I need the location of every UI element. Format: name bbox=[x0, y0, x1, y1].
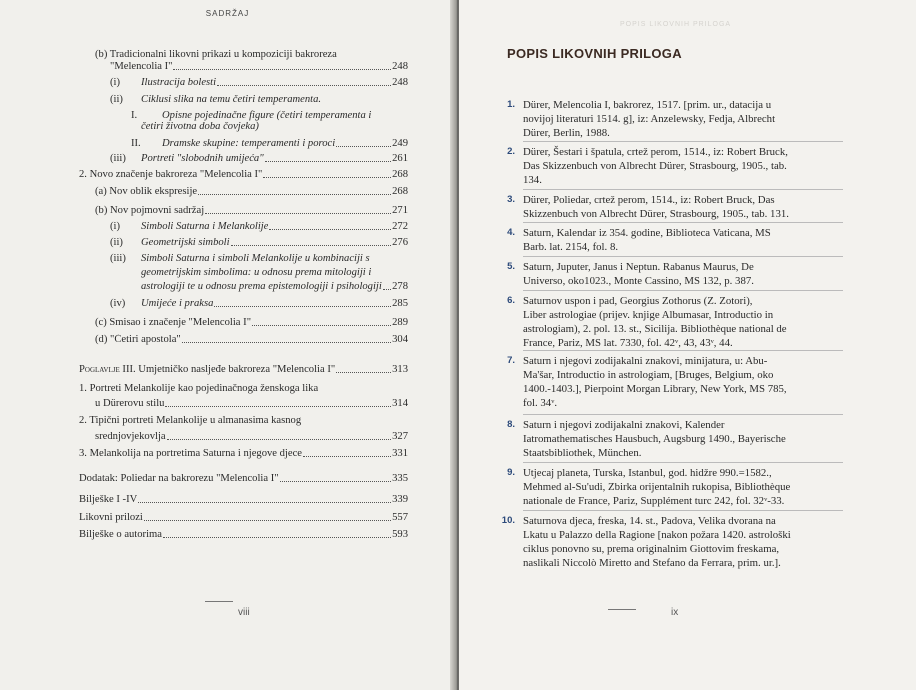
toc-entry bbox=[79, 512, 408, 524]
toc-page-number: 557 bbox=[392, 512, 408, 523]
toc-page-number: 339 bbox=[392, 494, 408, 505]
leader-dots bbox=[163, 537, 391, 538]
caption-line: nationale de France, Pariz, Supplément turc 242, fol. 32ᵛ-33. bbox=[523, 495, 785, 507]
toc-entry-label: (iv) bbox=[110, 298, 126, 309]
list-item bbox=[505, 226, 846, 254]
caption-line: Utjecaj planeta, Turska, Istanbul, god. hidžre 990.=1582., bbox=[523, 467, 772, 479]
item-number: 4. bbox=[507, 227, 515, 238]
leader-dots bbox=[336, 372, 391, 373]
leader-dots bbox=[336, 146, 391, 147]
toc-entry bbox=[79, 415, 408, 427]
leader-dots bbox=[217, 85, 391, 86]
toc-entry-title: Umijeće i praksa bbox=[141, 298, 214, 309]
leader-dots bbox=[144, 520, 391, 521]
toc-entry bbox=[95, 205, 408, 217]
caption-line: Dürer, Šestari i špatula, crtež perom, 1514., iz: Robert Bruck, bbox=[523, 146, 788, 158]
caption-line: 1400.-1403.], Pierpoint Morgan Library, New York, MS 785, bbox=[523, 383, 787, 395]
toc-entry-title: astrologiji te u odnosu prema epistemologiji i psihologiji bbox=[141, 281, 382, 292]
caption-line: ciklus ponovno su, prema originalnim Giottovim freskama, bbox=[523, 543, 780, 555]
toc-page-number: 268 bbox=[392, 169, 408, 180]
caption-line: Lkatu u Palazzo della Ragione [nakon požara 1420. astrološki bbox=[523, 529, 791, 541]
toc-entry bbox=[95, 431, 408, 443]
list-item bbox=[505, 98, 846, 140]
caption-line: Dürer, Poliedar, crtež perom, 1514., iz: Robert Bruck, Das bbox=[523, 194, 775, 206]
running-head: SADRŽAJ bbox=[205, 9, 250, 18]
toc-page-number: 272 bbox=[392, 221, 408, 232]
toc-page-number: 327 bbox=[392, 431, 408, 442]
toc-page-number: 268 bbox=[392, 186, 408, 197]
leader-dots bbox=[167, 439, 392, 440]
caption-line: Dürer, Berlin, 1988. bbox=[523, 127, 610, 139]
caption-line: Das Skizzenbuch von Albrecht Dürer, Strasbourg, 1905., tab. bbox=[523, 160, 787, 172]
toc-entry-label: (ii) bbox=[110, 237, 123, 248]
leader-dots bbox=[214, 306, 391, 307]
toc-entry bbox=[110, 77, 408, 89]
item-caption bbox=[523, 514, 846, 570]
toc-page-number: 313 bbox=[392, 364, 408, 375]
toc-entry-title: 2. Tipični portreti Melankolije u almanasima kasnog bbox=[79, 415, 302, 426]
leader-dots bbox=[173, 69, 391, 70]
left-page bbox=[0, 0, 455, 690]
toc-entry-label: (i) bbox=[110, 77, 120, 88]
toc-entry-title: (d) "Četiri apostola" bbox=[95, 334, 181, 345]
leader-dots bbox=[265, 161, 391, 162]
caption-line: 134. bbox=[523, 174, 542, 186]
toc-entry bbox=[79, 494, 408, 506]
leader-dots bbox=[205, 213, 391, 214]
caption-line: Dürer, Melencolia I, bakrorez, 1517. [prim. ur., datacija u bbox=[523, 99, 772, 111]
bleed-through-head: POPIS LIKOVNIH PRILOGA bbox=[620, 21, 732, 28]
list-item bbox=[505, 145, 846, 187]
toc-entry bbox=[79, 169, 408, 181]
toc-entry-title: "Melencolia I" bbox=[110, 61, 173, 72]
item-caption bbox=[523, 193, 846, 221]
toc-entry-title: četiri životna doba čovjeka) bbox=[141, 121, 259, 132]
caption-line: Saturnova djeca, freska, 14. st., Padova, Velika dvorana na bbox=[523, 515, 776, 527]
item-separator bbox=[523, 256, 843, 257]
toc-entry-title: (b) Tradicionalni likovni prikazi u kompoziciji bakroreza bbox=[95, 49, 337, 60]
toc-page-number: 304 bbox=[392, 334, 408, 345]
toc-page-number: 335 bbox=[392, 473, 408, 484]
toc-entry-title: 1. Portreti Melankolije kao pojedinačnoga ženskoga lika bbox=[79, 383, 319, 394]
item-separator bbox=[523, 290, 843, 291]
item-number: 6. bbox=[507, 295, 515, 306]
caption-line: Skizzenbuch von Albrecht Dürer, Strasbourg, 1905., tab. 131. bbox=[523, 208, 789, 220]
list-item bbox=[505, 193, 846, 221]
toc-entry-title: geometrijskim simbolima: u odnosu prema mitologiji i bbox=[141, 267, 372, 278]
toc-page-number: 248 bbox=[392, 61, 408, 72]
toc-entry-label: (ii) bbox=[110, 94, 123, 105]
item-caption bbox=[523, 260, 846, 288]
list-item bbox=[505, 260, 846, 288]
toc-entry-title: (c) Smisao i značenje "Melencolia I" bbox=[95, 317, 252, 328]
item-caption bbox=[523, 354, 846, 410]
toc-entry bbox=[110, 153, 408, 165]
toc-page-number: 289 bbox=[392, 317, 408, 328]
item-number: 2. bbox=[507, 146, 515, 157]
item-separator bbox=[523, 350, 843, 351]
toc-entry bbox=[110, 253, 408, 265]
toc-entry-title: Bilješke I -IV bbox=[79, 494, 138, 505]
leader-dots bbox=[198, 194, 391, 195]
caption-line: Staatsbibliothek, München. bbox=[523, 447, 642, 459]
item-separator bbox=[523, 462, 843, 463]
caption-line: Iatromathematisches Hausbuch, Augsburg 1490., Bayerische bbox=[523, 433, 786, 445]
toc-entry bbox=[95, 317, 408, 329]
item-separator bbox=[523, 414, 843, 415]
page-number: viii bbox=[238, 607, 250, 618]
leader-dots bbox=[263, 177, 391, 178]
item-number: 7. bbox=[507, 355, 515, 366]
toc-entry bbox=[141, 281, 408, 293]
caption-line: astrologiam), 2. pol. 13. st., Sicilija. Bibliothèque national de bbox=[523, 323, 787, 335]
list-item bbox=[501, 514, 846, 570]
item-caption bbox=[523, 226, 846, 254]
toc-entry bbox=[95, 49, 407, 61]
list-item bbox=[505, 294, 846, 350]
toc-entry-label: I. bbox=[131, 110, 138, 121]
page-number: ix bbox=[671, 607, 679, 618]
item-separator bbox=[523, 141, 843, 142]
toc-entry bbox=[95, 398, 408, 410]
toc-entry bbox=[131, 138, 408, 150]
list-item bbox=[505, 418, 846, 460]
item-number: 5. bbox=[507, 261, 515, 272]
item-separator bbox=[523, 510, 843, 511]
item-separator bbox=[523, 189, 843, 190]
toc-entry-title: (b) Nov pojmovni sadržaj bbox=[95, 205, 205, 216]
list-item bbox=[505, 466, 846, 508]
caption-line: naslikali Niccolò Miretto and Stefano da Ferrara, prim. ur.]. bbox=[523, 557, 781, 569]
leader-dots bbox=[383, 289, 391, 290]
folio-rule bbox=[205, 601, 233, 602]
toc-entry bbox=[79, 364, 408, 376]
caption-line: Liber astrologiae (prijev. knjige Albumasar, Introductio in bbox=[523, 309, 774, 321]
item-number: 9. bbox=[507, 467, 515, 478]
caption-line: Saturn, Juputer, Janus i Neptun. Rabanus Maurus, De bbox=[523, 261, 754, 273]
toc-page-number: 278 bbox=[392, 281, 408, 292]
item-number: 1. bbox=[507, 99, 515, 110]
toc-entry bbox=[141, 267, 408, 279]
leader-dots bbox=[269, 229, 391, 230]
toc-entry-label: (iii) bbox=[110, 253, 126, 264]
toc-entry bbox=[79, 473, 408, 485]
caption-line: novijoj literaturi 1514. g], iz: Anzelewsky, Fedja, Albrecht bbox=[523, 113, 776, 125]
toc-entry bbox=[79, 448, 408, 460]
item-caption bbox=[523, 98, 846, 140]
toc-entry-title: Geometrijski simboli bbox=[141, 237, 230, 248]
toc-page-number: 314 bbox=[392, 398, 408, 409]
toc-entry-title: 3. Melankolija na portretima Saturna i njegove djece bbox=[79, 448, 302, 459]
toc-entry bbox=[95, 186, 408, 198]
toc-entry-title: Dramske skupine: temperamenti i poroci bbox=[162, 138, 336, 149]
leader-dots bbox=[231, 245, 392, 246]
toc-entry bbox=[110, 221, 408, 233]
item-number: 3. bbox=[507, 194, 515, 205]
toc-entry-label: (iii) bbox=[110, 153, 126, 164]
caption-line: France, Pariz, MS lat. 7330, fol. 42ᵛ, 43, 43ᵛ, 44. bbox=[523, 337, 733, 349]
toc-entry-title: Poglavlje III. Umjetničko nasljeđe bakroreza "Melencolia I" bbox=[79, 364, 336, 375]
toc-entry bbox=[79, 529, 408, 541]
toc-entry-title: Ciklusi slika na temu četiri temperamenta. bbox=[141, 94, 322, 105]
toc-entry bbox=[110, 298, 408, 310]
caption-line: Saturn i njegovi zodijakalni znakovi, Kalender bbox=[523, 419, 725, 431]
toc-page-number: 331 bbox=[392, 448, 408, 459]
caption-line: Saturn, Kalendar iz 354. godine, Biblioteca Vaticana, MS bbox=[523, 227, 771, 239]
toc-entry-title: Opisne pojedinačne figure (četiri temperamenta i bbox=[162, 110, 372, 121]
toc-entry-title: Portreti "slobodnih umijeća" bbox=[141, 153, 264, 164]
leader-dots bbox=[252, 325, 391, 326]
item-number: 10. bbox=[501, 515, 515, 526]
toc-entry-title: (a) Nov oblik ekspresije bbox=[95, 186, 198, 197]
item-number: 8. bbox=[507, 419, 515, 430]
leader-dots bbox=[182, 342, 391, 343]
item-separator bbox=[523, 222, 843, 223]
toc-page-number: 271 bbox=[392, 205, 408, 216]
caption-line: Universo, oko1023., Monte Cassino, MS 132, p. 387. bbox=[523, 275, 754, 287]
toc-entry-title: Dodatak: Poliedar na bakrorezu "Melencolia I" bbox=[79, 473, 279, 484]
caption-line: Ma'šar, Introductio in astrologiam, [Bruges, Belgium, oko bbox=[523, 369, 774, 381]
toc-entry-label: (i) bbox=[110, 221, 120, 232]
leader-dots bbox=[280, 481, 392, 482]
item-caption bbox=[523, 294, 846, 350]
toc-page-number: 276 bbox=[392, 237, 408, 248]
caption-line: Mehmed al-Su'udi, Zbirka orijentalnih rukopisa, Bibliothèque bbox=[523, 481, 791, 493]
toc-entry-title: Likovni prilozi bbox=[79, 512, 143, 523]
toc-entry bbox=[79, 383, 408, 395]
toc-page-number: 261 bbox=[392, 153, 408, 164]
caption-line: Saturn i njegovi zodijakalni znakovi, minijatura, u: Abu- bbox=[523, 355, 768, 367]
leader-dots bbox=[138, 502, 391, 503]
item-caption bbox=[523, 466, 846, 508]
toc-page-number: 249 bbox=[392, 138, 408, 149]
caption-line: Barb. lat. 2154, fol. 8. bbox=[523, 241, 619, 253]
toc-entry-title: Simboli Saturna i Melankolije bbox=[141, 221, 269, 232]
toc-entry-title: u Dürerovu stilu bbox=[95, 398, 165, 409]
item-caption bbox=[523, 145, 846, 187]
toc-entry-title: Ilustracija bolesti bbox=[141, 77, 217, 88]
caption-line: fol. 34ᵛ. bbox=[523, 397, 558, 409]
toc-entry bbox=[141, 121, 408, 133]
leader-dots bbox=[303, 456, 391, 457]
leader-dots bbox=[165, 406, 391, 407]
list-title: POPIS LIKOVNIH PRILOGA bbox=[507, 46, 682, 61]
toc-entry bbox=[95, 334, 408, 346]
folio-rule bbox=[608, 609, 636, 610]
toc-entry-title: 2. Novo značenje bakroreza "Melencolia I" bbox=[79, 169, 263, 180]
toc-entry-title: srednjovjekovlja bbox=[95, 431, 166, 442]
toc-entry-title: Bilješke o autorima bbox=[79, 529, 162, 540]
toc-entry bbox=[110, 94, 408, 106]
toc-entry bbox=[110, 61, 408, 73]
item-caption bbox=[523, 418, 846, 460]
caption-line: Saturnov uspon i pad, Georgius Zothorus (Z. Zotori), bbox=[523, 295, 753, 307]
toc-entry bbox=[110, 237, 408, 249]
toc-page-number: 248 bbox=[392, 77, 408, 88]
toc-entry-title: Simboli Saturna i simboli Melankolije u kombinaciji s bbox=[141, 253, 370, 264]
list-item bbox=[505, 354, 846, 410]
toc-page-number: 593 bbox=[392, 529, 408, 540]
toc-page-number: 285 bbox=[392, 298, 408, 309]
toc-entry-label: II. bbox=[131, 138, 141, 149]
